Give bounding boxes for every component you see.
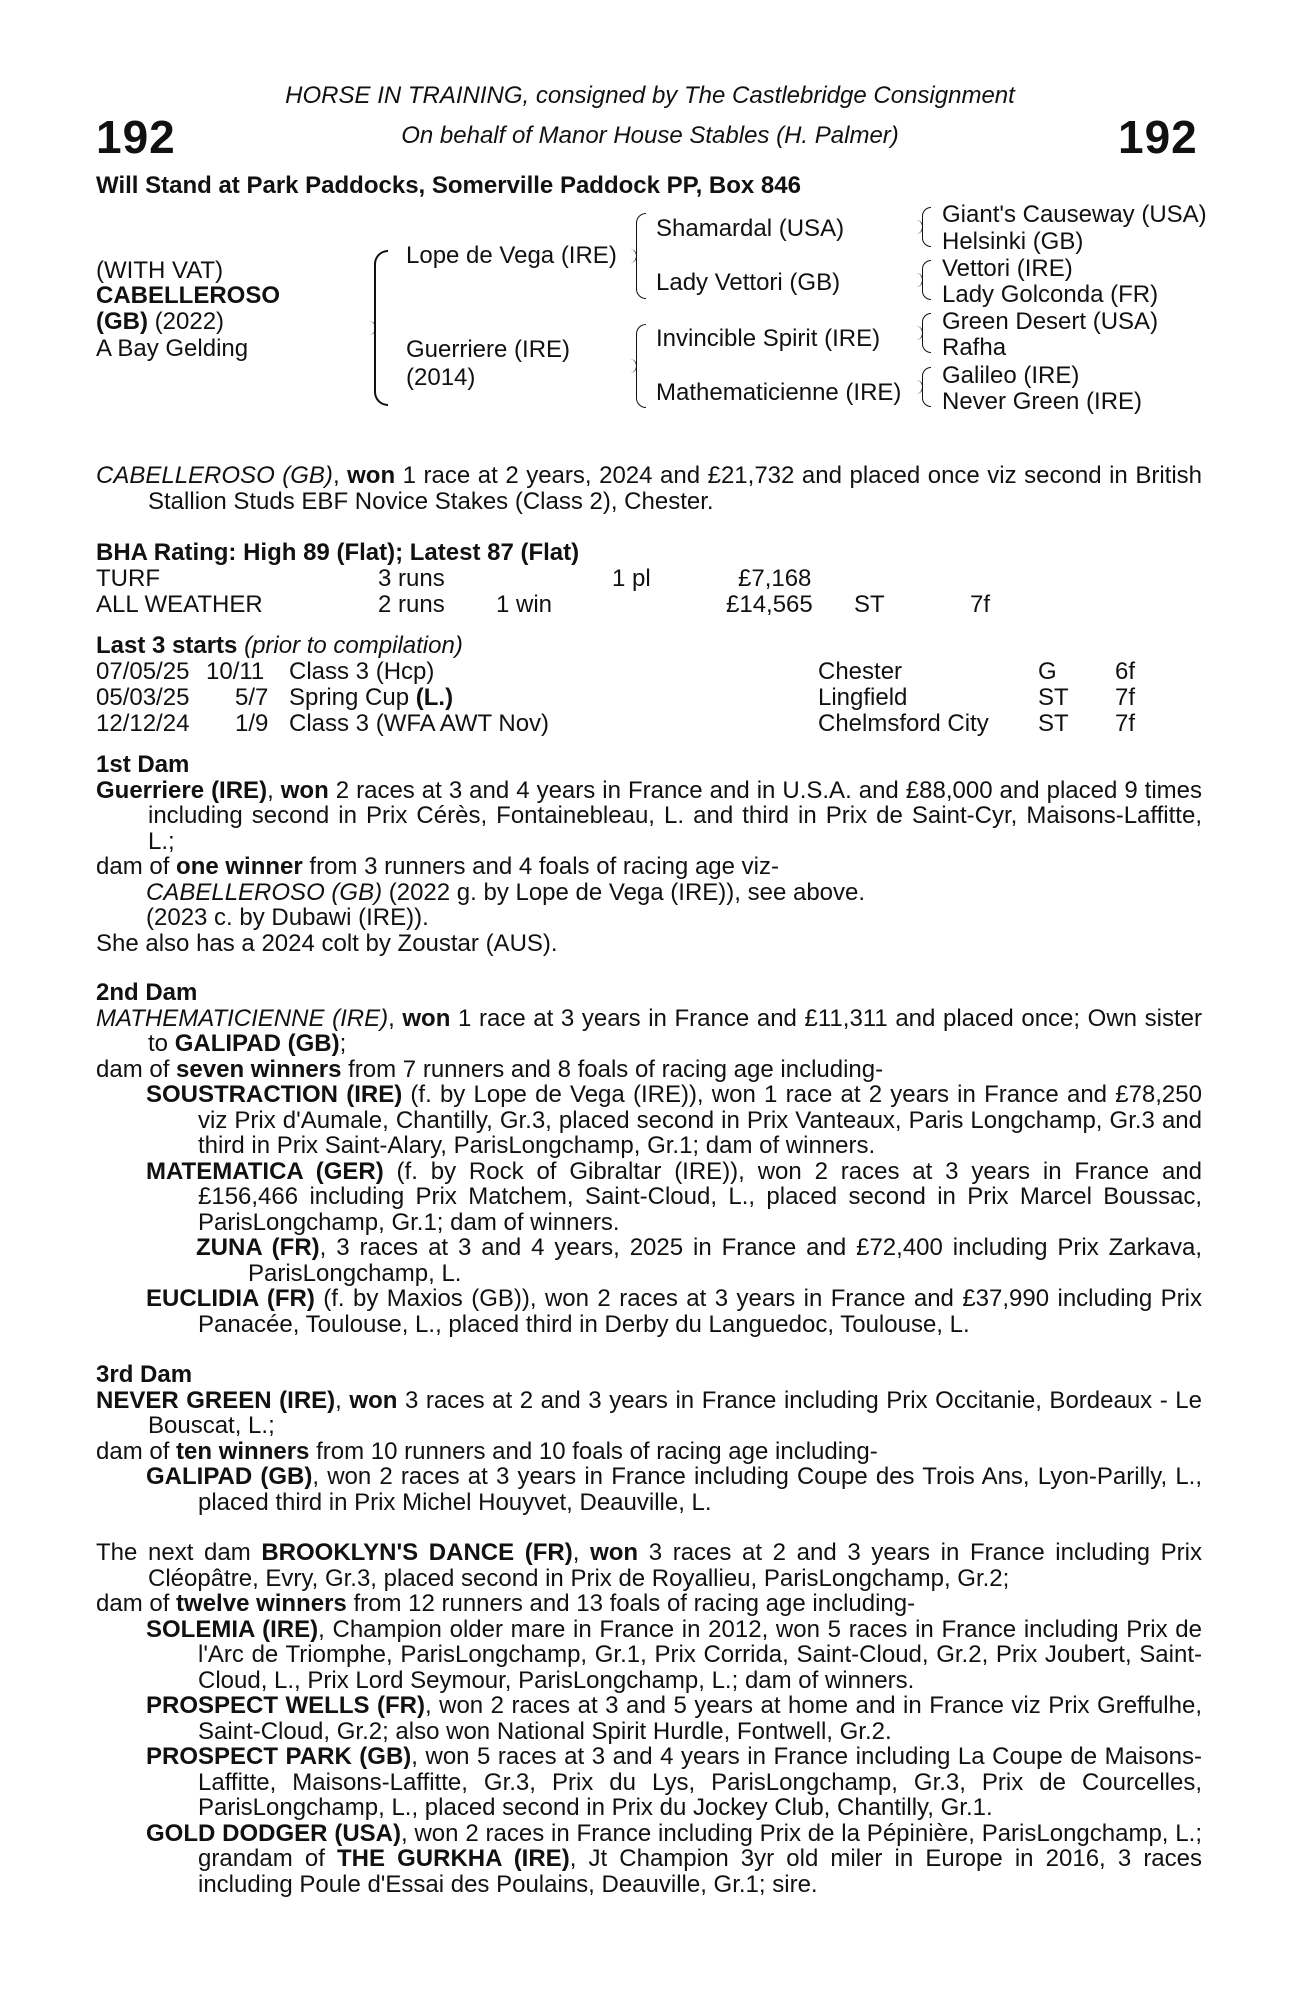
third-dam-record: 3 races at 2 and 3 years in France including Prix Occitanie, Bordeaux - Le Bouscat, L.; (148, 1386, 1202, 1439)
offspring-text: (f. by Maxios (GB)), won 2 races at 3 years in France and £37,990 including Prix Panacée, Toulouse, L., placed third in Derby du Languedoc, Toulouse, L. (198, 1285, 1202, 1338)
pedigree-dam-year: (2014) (406, 364, 476, 391)
pedigree-dam-sire: Invincible Spirit (IRE) (656, 325, 881, 352)
last-starts-heading: Last 3 starts (96, 632, 238, 659)
second-dam-name: MATHEMATICIENNE (IRE) (96, 1004, 389, 1032)
dam-of-label: dam of (96, 1437, 177, 1465)
start-date: 07/05/25 (96, 658, 190, 685)
rating-earnings: £14,565 (726, 591, 813, 618)
third-dam-heading: 3rd Dam (96, 1361, 193, 1388)
start-date: 12/12/24 (96, 710, 190, 737)
horse-country-year (96, 309, 224, 335)
dam-of-label: dam of (96, 853, 177, 880)
second-dam-heading: 2nd Dam (96, 979, 198, 1006)
offspring-text: , Champion older mare in France in 2012, won 5 races in France including Prix de l'Arc de Triomphe, ParisLongchamp, Gr.1, Prix Corrida, Saint-Cloud, Gr.2, Prix Joubert, Saint-Cloud, L., Prix Lord Seymour, ParisLongchamp, L.; dam of winners. (198, 1615, 1202, 1694)
pedigree-ssd: Helsinki (GB) (942, 228, 1084, 255)
pedigree-sire-dam: Lady Vettori (GB) (656, 269, 841, 296)
pedigree-dsd: Rafha (942, 334, 1007, 361)
start-position: 1/9 (235, 710, 269, 737)
start-going: G (1038, 658, 1057, 685)
summary-won: won (347, 462, 396, 489)
pedigree-sss: Giant's Causeway (USA) (942, 201, 1207, 228)
first-dam-name: Guerriere (IRE) (96, 776, 268, 804)
start-position: 5/7 (235, 684, 269, 711)
offspring-name: MATEMATICA (GER) (146, 1157, 384, 1185)
rating-earnings: £7,168 (738, 565, 812, 592)
start-going: ST (1038, 684, 1069, 711)
grand-offspring-text: , 3 races at 3 and 4 years, 2025 in France and £72,400 including Prix Zarkava, ParisLongchamp, L. (248, 1234, 1202, 1287)
second-dam-section: 2nd Dam MATHEMATICIENNE (IRE), won 1 race at 3 years in France and £11,311 and placed once; Own sister to GALIPAD (GB); dam of seven winners from 7 runners and 8 foals of racing age including- SOUSTRACTION (IRE) (f. by Lope de Vega (IRE)), won 1 race at 2 years in France and £78,250 viz Prix d'Aumale, Chantilly, Gr.3, placed second in Prix Vanteaux, Paris Longchamp, Gr.3 and third in Prix Saint-Alary, ParisLongchamp, Gr.1; dam of winners. MATEMATICA (GER) (f. by Rock of Gibraltar (IRE)), won 2 races at 3 years in France and £156,466 including Prix Matchem, Saint-Cloud, L., placed second in Prix Marcel Boussac, ParisLongchamp, Gr.1; dam of winners. ZUNA (FR), 3 races at 3 and 4 years, 2025 in France and £72,400 including Prix Zarkava, ParisLongchamp, L. EUCLIDIA (FR) (f. by Maxios (GB)), won 2 races at 3 years in France and £37,990 including Prix Panacée, Toulouse, L., placed third in Derby du Languedoc, Toulouse, L. (96, 979, 1202, 1338)
next-dam-intro: The next dam (96, 1539, 262, 1566)
consignor-line: HORSE IN TRAINING, consigned by The Castlebridge Consignment (285, 82, 1015, 109)
winners-count: ten winners (176, 1437, 310, 1465)
dam-of-label: dam of (96, 1055, 177, 1083)
won-label: won (590, 1539, 639, 1566)
offspring-name: SOUSTRACTION (IRE) (146, 1081, 403, 1108)
race-summary: CABELLEROSO (GB), won 1 race at 2 years, 2024 and £21,732 and placed once viz second in British Stallion Studs EBF Novice Stakes (Class 2), Chester. (96, 462, 1202, 515)
offspring-text: , won 2 races in France including Prix de la Pépinière, ParisLongchamp, L.; grandam of (198, 1819, 1202, 1872)
offspring-text: , won 2 races at 3 years in France including Coupe des Trois Ans, Lyon-Parilly, L., placed third in Prix Michel Houyvet, Deauville, L. (198, 1463, 1202, 1516)
rating-places: 1 pl (612, 565, 651, 592)
pedigree-dds: Galileo (IRE) (942, 362, 1080, 389)
winners-count: one winner (176, 853, 303, 880)
last-starts-note: (prior to compilation) (237, 632, 463, 659)
won-label: won (349, 1386, 398, 1414)
offspring-text: (2022 g. by Lope de Vega (IRE)), see above. (382, 878, 866, 906)
start-race (289, 659, 434, 685)
stand-location: Will Stand at Park Paddocks, Somerville Paddock PP, Box 846 (96, 172, 801, 199)
offspring-text: (f. by Rock of Gibraltar (IRE)), won 2 races at 3 years in France and £156,466 including Prix Matchem, Saint-Cloud, L., placed second in Prix Marcel Boussac, ParisLongchamp, Gr.1; dam of winners. (198, 1157, 1202, 1236)
start-going: ST (1038, 710, 1069, 737)
offspring-name: PROSPECT WELLS (FR) (146, 1692, 425, 1719)
pedigree-ddd: Never Green (IRE) (942, 388, 1143, 415)
foals-text: from 10 runners and 10 foals of racing age including- (309, 1437, 878, 1465)
rating-runs: 3 runs (378, 565, 445, 592)
horse-year: (2022) (147, 308, 225, 335)
rating-wins: 1 win (496, 591, 553, 618)
vat-note: (WITH VAT) (96, 257, 224, 284)
race-text: Spring Cup (289, 684, 416, 711)
won-label: won (280, 776, 329, 804)
first-dam-section: 1st Dam Guerriere (IRE), won 2 races at 3 and 4 years in France and in U.S.A. and £88,000 and placed 9 times including second in Prix Cérès, Fontainebleau, L. and third in Prix de Saint-Cyr, Maisons-Laffitte, L.; dam of one winner from 3 runners and 4 foals of racing age viz- CABELLEROSO (GB) (2022 g. by Lope de Vega (IRE)), see above. (2023 c. by Dubawi (IRE)). She also has a 2024 colt by Zoustar (AUS). (96, 751, 1203, 957)
start-distance: 7f (1115, 684, 1136, 711)
horse-country: (GB) (96, 308, 148, 335)
summary-text: 1 race at 2 years, 2024 and £21,732 and placed once viz second in British Stallion Studs EBF Novice Stakes (Class 2), Chester. (148, 462, 1202, 515)
second-dam-record: 1 race at 3 years in France and £11,311 and placed once; Own sister to (148, 1004, 1202, 1057)
pedigree-sds: Vettori (IRE) (942, 255, 1073, 282)
pedigree-brace-ss (922, 207, 931, 247)
next-dam-record: 3 races at 2 and 3 years in France including Prix Cléopâtre, Evry, Gr.3, placed second in Prix de Royallieu, ParisLongchamp, Gr.2; (148, 1539, 1202, 1592)
summary-horse-name: CABELLEROSO (GB) (96, 462, 333, 489)
start-race (289, 685, 453, 711)
pedigree-dam: Guerriere (IRE) (406, 336, 571, 363)
pedigree-brace-sd (922, 260, 931, 300)
also-has: She also has a 2024 colt by Zoustar (AUS). (96, 929, 558, 957)
winners-count: twelve winners (176, 1590, 347, 1617)
offspring-text: , won 5 races at 3 and 4 years in France including La Coupe de Maisons-Laffitte, Maisons-Laffitte, Gr.3, Prix du Lys, ParisLongchamp, Gr.3, Prix de Courcelles, ParisLongchamp, L., placed second in Prix du Jockey Club, Chantilly, Gr.1. (198, 1743, 1202, 1821)
offspring-name: CABELLEROSO (GB) (146, 878, 383, 906)
pedigree-brace-dam (636, 324, 646, 408)
offspring-name: GALIPAD (GB) (146, 1463, 313, 1490)
start-distance: 7f (1115, 710, 1136, 737)
start-date: 05/03/25 (96, 684, 190, 711)
dam-of-label: dam of (96, 1590, 177, 1617)
third-dam-section: 3rd Dam NEVER GREEN (IRE), won 3 races at 2 and 3 years in France including Prix Occitanie, Bordeaux - Le Bouscat, L.; dam of ten winners from 10 runners and 10 foals of racing age including- GALIPAD (GB), won 2 races at 3 years in France including Coupe des Trois Ans, Lyon-Parilly, L., placed third in Prix Michel Houyvet, Deauville, L. (96, 1361, 1202, 1516)
grand-offspring-name: THE GURKHA (IRE) (337, 1845, 570, 1872)
horse-name: CABELLEROSO (96, 282, 281, 309)
offspring-name: GOLD DODGER (USA) (146, 1819, 401, 1847)
lot-number-right: 192 (1118, 111, 1198, 163)
next-dam-section: The next dam BROOKLYN'S DANCE (FR), won 3 races at 2 and 3 years in France including Prix Cléopâtre, Evry, Gr.3, placed second in Prix de Royallieu, ParisLongchamp, Gr.2; dam of twelve winners from 12 runners and 13 foals of racing age including- SOLEMIA (IRE), Champion older mare in France in 2012, won 5 races in France including Prix de l'Arc de Triomphe, ParisLongchamp, Gr.1, Prix Corrida, Saint-Cloud, Gr.2, Prix Joubert, Saint-Cloud, L., Prix Lord Seymour, ParisLongchamp, L.; dam of winners. PROSPECT WELLS (FR), won 2 races at 3 and 5 years at home and in France viz Prix Greffulhe, Saint-Cloud, Gr.2; also won National Spirit Hurdle, Fontwell, Gr.2. PROSPECT PARK (GB), won 5 races at 3 and 4 years in France including La Coupe de Maisons-Laffitte, Maisons-Laffitte, Gr.3, Prix du Lys, ParisLongchamp, Gr.3, Prix de Courcelles, ParisLongchamp, L., placed second in Prix du Jockey Club, Chantilly, Gr.1. GOLD DODGER (USA), won 2 races in France including Prix de la Pépinière, ParisLongchamp, L.; grandam of THE GURKHA (IRE), Jt Champion 3yr old miler in Europe in 2016, 3 races including Poule d'Essai des Poulains, Deauville, Gr.1; sire. (96, 1539, 1203, 1898)
start-course: Lingfield (818, 684, 908, 711)
vendor-line: On behalf of Manor House Stables (H. Palmer) (401, 122, 899, 149)
race-text: Class 3 (WFA AWT Nov) (289, 710, 550, 737)
offspring-text: , won 2 races at 3 and 5 years at home and in France viz Prix Greffulhe, Saint-Cloud, Gr.2; also won National Spirit Hurdle, Fontwell, Gr.2. (198, 1692, 1202, 1745)
pedigree-sire-sire: Shamardal (USA) (656, 215, 845, 242)
offspring-text: , Jt Champion 3yr old miler in Europe in 2016, 3 races including Poule d'Essai des Poulains, Deauville, Gr.1; sire. (198, 1845, 1203, 1898)
pedigree-sdd: Lady Golconda (FR) (942, 281, 1159, 308)
pedigree-brace-ds (922, 313, 931, 353)
next-dam-name: BROOKLYN'S DANCE (FR) (261, 1539, 573, 1566)
sister-name: GALIPAD (GB) (174, 1030, 340, 1057)
pedigree-dam-dam: Mathematicienne (IRE) (656, 379, 902, 406)
offspring-text: (f. by Lope de Vega (IRE)), won 1 race at 2 years in France and £78,250 viz Prix d'Aumale, Chantilly, Gr.3, placed second in Prix Vanteaux, Paris Longchamp, Gr.3 and third in Prix Saint-Alary, ParisLongchamp, Gr.1; dam of winners. (198, 1081, 1202, 1159)
pedigree-brace-sire (636, 213, 646, 299)
foals-text: from 3 runners and 4 foals of racing age viz- (302, 853, 779, 880)
rating-runs: 2 runs (378, 591, 445, 618)
pedigree-brace-main (374, 250, 388, 406)
third-dam-name: NEVER GREEN (IRE) (96, 1386, 336, 1414)
pedigree-brace-dd (922, 367, 931, 407)
pedigree-sire: Lope de Vega (IRE) (406, 242, 617, 269)
bha-rating: BHA Rating: High 89 (Flat); Latest 87 (Flat) (96, 539, 580, 566)
rating-distance: 7f (970, 591, 991, 618)
pedigree-dss: Green Desert (USA) (942, 308, 1159, 335)
foals-text: from 12 runners and 13 foals of racing age including- (346, 1590, 916, 1617)
first-dam-record: 2 races at 3 and 4 years in France and in U.S.A. and £88,000 and placed 9 times including second in Prix Cérès, Fontainebleau, L. and third in Prix de Saint-Cyr, Maisons-Laffitte, L.; (148, 776, 1203, 855)
start-course: Chelmsford City (818, 710, 989, 737)
rating-going: ST (854, 591, 885, 618)
start-distance: 6f (1115, 658, 1136, 685)
offspring-name: PROSPECT PARK (GB) (146, 1743, 412, 1770)
last-starts-title (96, 633, 463, 659)
rating-surface: ALL WEATHER (96, 591, 263, 618)
start-race (289, 711, 549, 737)
foals-text: from 7 runners and 8 foals of racing age including- (341, 1055, 884, 1083)
start-course: Chester (818, 658, 903, 685)
lot-number-left: 192 (96, 111, 176, 163)
grand-offspring-name: ZUNA (FR) (196, 1234, 320, 1261)
winners-count: seven winners (176, 1055, 342, 1083)
race-grade: (L.) (415, 684, 454, 711)
offspring-name: EUCLIDIA (FR) (146, 1285, 315, 1312)
first-dam-heading: 1st Dam (96, 751, 190, 778)
offspring-2: (2023 c. by Dubawi (IRE)). (146, 904, 429, 931)
start-position: 10/11 (206, 658, 265, 685)
won-label: won (402, 1004, 451, 1032)
horse-description: A Bay Gelding (96, 335, 249, 362)
offspring-name: SOLEMIA (IRE) (146, 1615, 319, 1643)
race-text: Class 3 (Hcp) (289, 658, 435, 685)
rating-surface: TURF (96, 565, 160, 592)
